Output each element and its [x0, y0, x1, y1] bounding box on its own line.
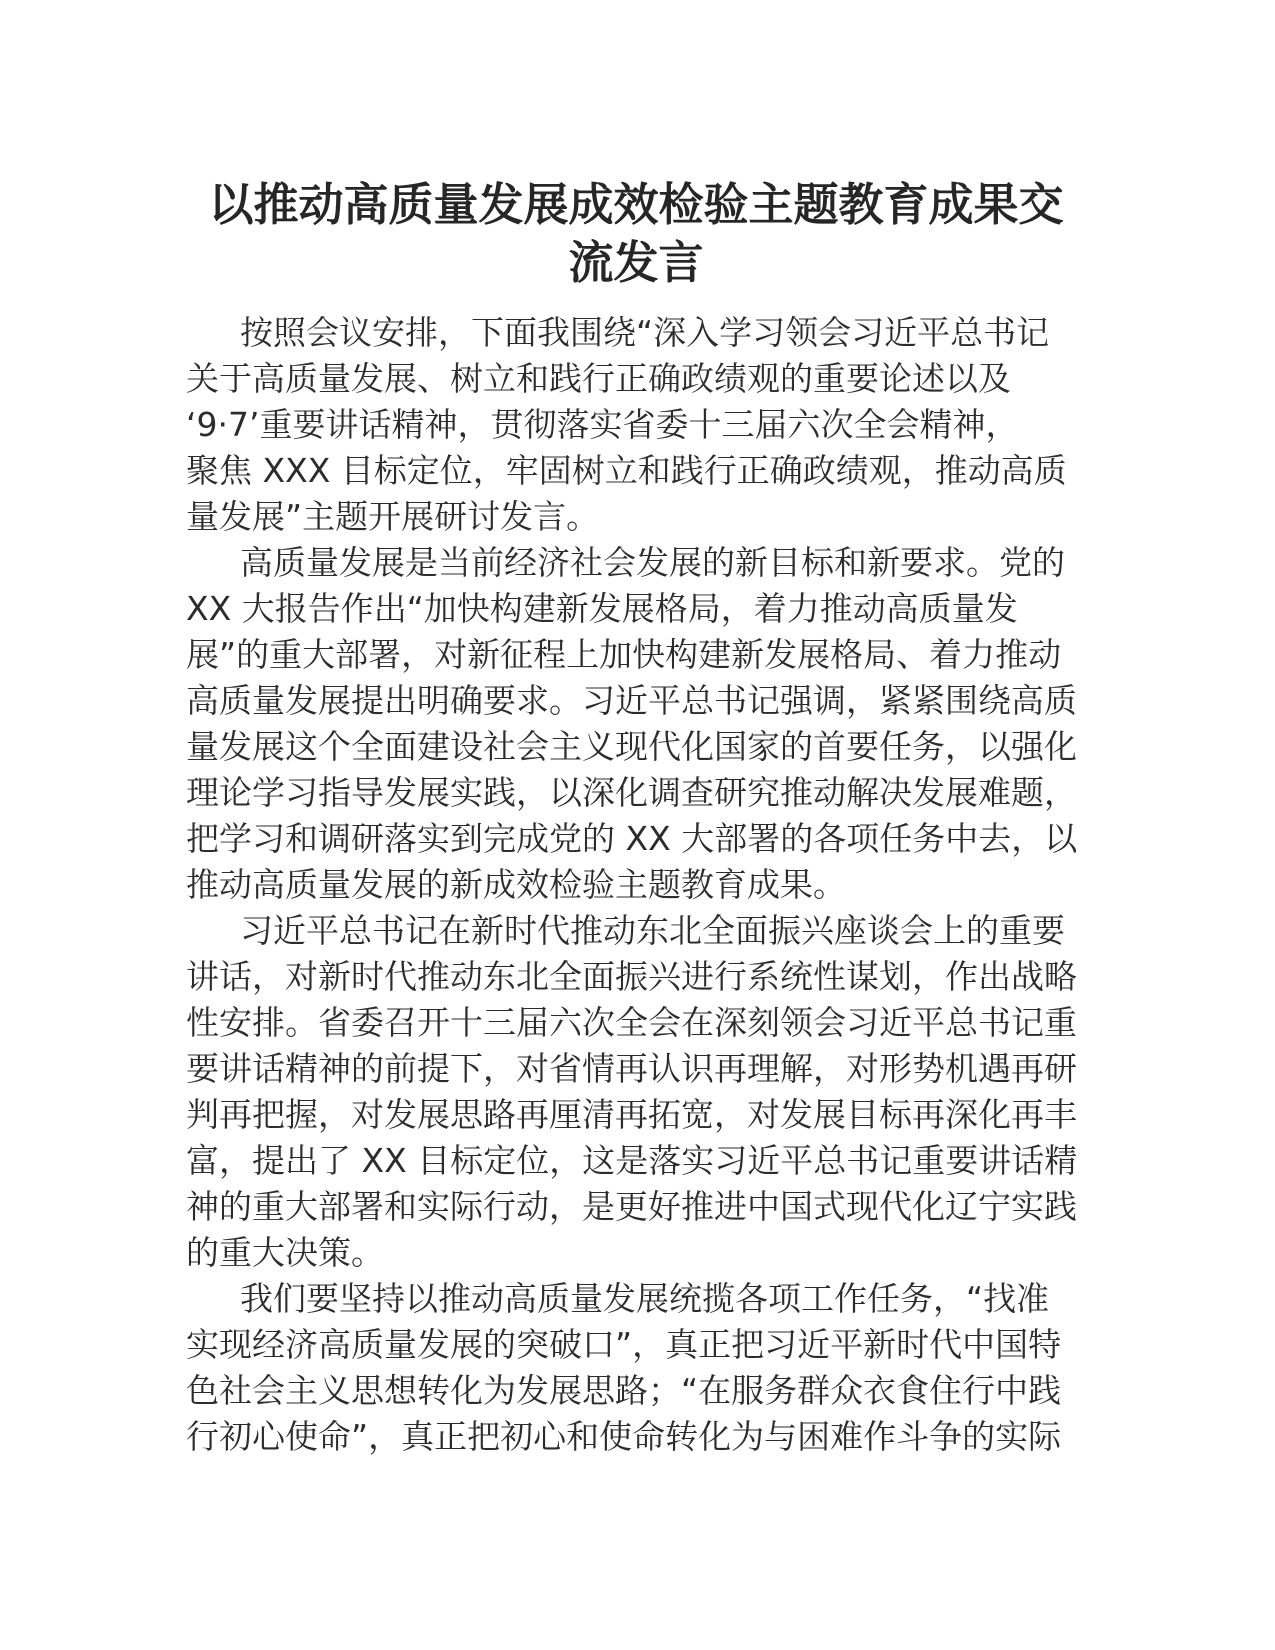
document-body: [186, 176, 1086, 1460]
text-line: 量发展”主题开展研讨发言。: [186, 497, 600, 536]
title-line-2: 流发言: [568, 236, 704, 289]
text-line: 高质量发展是当前经济社会发展的新目标和新要求。党的: [240, 543, 1065, 582]
text-line: 高质量发展提出明确要求。习近平总书记强调，紧紧围绕高质: [186, 681, 1077, 720]
text-line: 量发展这个全面建设社会主义现代化国家的首要任务，以强化: [186, 727, 1077, 766]
text-line: 理论学习指导发展实践，以深化调查研究推动解决发展难题，: [186, 773, 1077, 812]
text-line: 讲话，对新时代推动东北全面振兴进行系统性谋划，作出战略: [186, 957, 1077, 996]
text-line: 判再把握，对发展思路再厘清再拓宽，对发展目标再深化再丰: [186, 1095, 1077, 1134]
text-line: ‘9·7’重要讲话精神，贯彻落实省委十三届六次全会精神，: [186, 405, 1019, 444]
text-line: 把学习和调研落实到完成党的 XX 大部署的各项任务中去，以: [186, 819, 1078, 858]
paragraph-1: [186, 310, 1086, 540]
text-line: 我们要坚持以推动高质量发展统揽各项工作任务，“找准: [240, 1279, 1050, 1318]
title-line-1: 以推动高质量发展成效检验主题教育成果交: [208, 178, 1064, 231]
paragraph-3: [186, 908, 1086, 1276]
text-line: 要讲话精神的前提下，对省情再认识再理解，对形势机遇再研: [186, 1049, 1077, 1088]
text-line: 习近平总书记在新时代推动东北全面振兴座谈会上的重要: [240, 911, 1065, 950]
paragraph-4: [186, 1276, 1086, 1460]
text-line: 关于高质量发展、树立和践行正确政绩观的重要论述以及: [186, 359, 1011, 398]
text-line: 实现经济高质量发展的突破口”，真正把习近平新时代中国特: [186, 1325, 1062, 1364]
text-line: 推动高质量发展的新成效检验主题教育成果。: [186, 865, 846, 904]
page-title: [186, 176, 1086, 292]
text-line: 富，提出了 XX 目标定位，这是落实习近平总书记重要讲话精: [186, 1141, 1078, 1180]
text-line: XX 大报告作出“加快构建新发展格局，着力推动高质量发: [186, 589, 1018, 628]
text-line: 行初心使命”，真正把初心和使命转化为与困难作斗争的实际: [186, 1417, 1062, 1456]
text-line: 神的重大部署和实际行动，是更好推进中国式现代化辽宁实践: [186, 1187, 1077, 1226]
text-line: 按照会议安排，下面我围绕“深入学习领会习近平总书记: [240, 313, 1050, 352]
text-line: 展”的重大部署，对新征程上加快构建新发展格局、着力推动: [186, 635, 1062, 674]
text-line: 的重大决策。: [186, 1233, 384, 1272]
text-line: 色社会主义思想转化为发展思路；“在服务群众衣食住行中践: [186, 1371, 1062, 1410]
text-line: 性安排。省委召开十三届六次全会在深刻领会习近平总书记重: [186, 1003, 1077, 1042]
paragraph-2: [186, 540, 1086, 908]
text-line: 聚焦 XXX 目标定位，牢固树立和践行正确政绩观，推动高质: [186, 451, 1067, 490]
